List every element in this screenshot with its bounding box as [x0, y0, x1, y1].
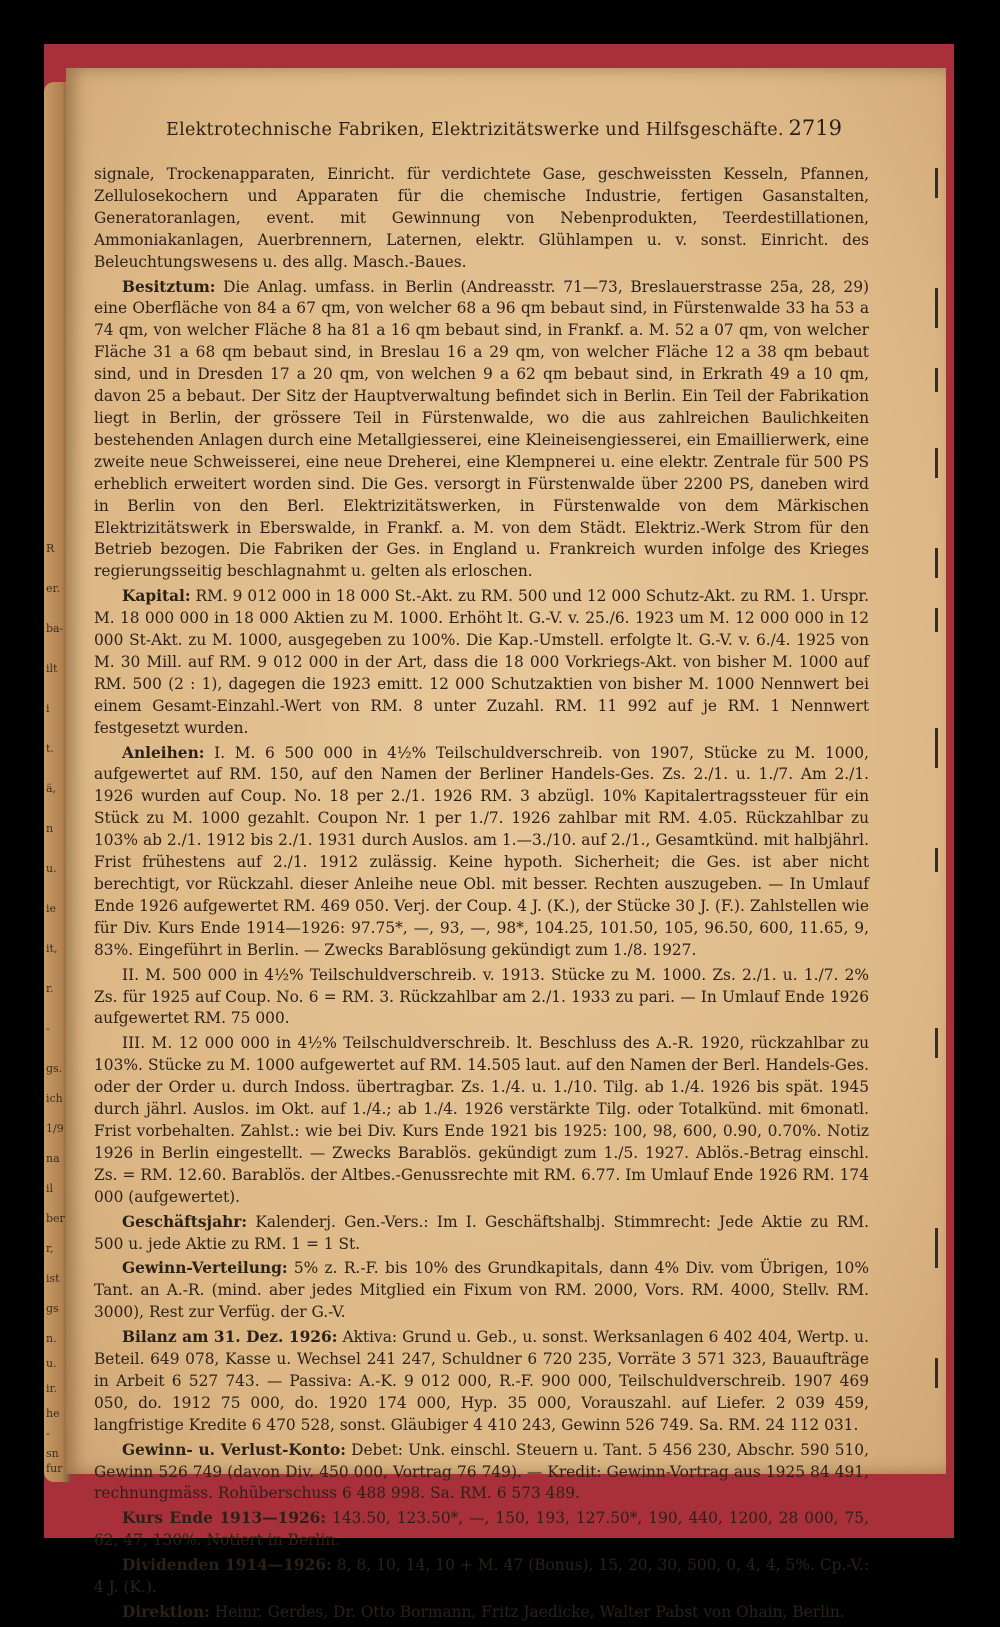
margin-fragment: gs: [46, 1302, 59, 1315]
section-label: Direktion:: [122, 1603, 210, 1621]
paragraph-direktion: Direktion: Heinr. Gerdes, Dr. Otto Bormann, Fritz Jaedicke, Walter Pabst von Ohain, Berlin.: [122, 1603, 845, 1621]
margin-fragment: ba-: [46, 622, 64, 635]
paragraph-anleihen: Anleihen: I. M. 6 500 000 in 4½% Teilschuldverschreib. von 1907, Stücke zu M. 1000, aufgewertet auf RM. 150, auf den Namen der Berliner Handels-Ges. Zs. 2./1. u. 1./7. Am 2./1. 1926 wurden auf Coup. No. 18 per 2./1. 1926 RM. 3 abzügl. 10% Kapitalertragssteuer für ein Stück zu M. 1000 gezahlt. Coupon Nr. 1 per 1./7. 1926 zahlbar mit RM. 4.05. Rückzahlbar zu 103% ab 2./1. 1912 bis 2./1. 1931 durch Auslos. am 1.—3./10. auf 2./1., Gesamtkünd. mit halbjährl. Frist frühestens auf 2./1. 1912 zulässig. Keine hypoth. Sicherheit; die Ges. ist aber nicht berechtigt, vor Rückzahl. dieser Anleihe neue Obl. mit besser. Rechten auszugeben. — In Umlauf Ende 1926 aufgewertet RM. 469 050. Verj. der Coup. 4 J. (K.), der Stücke 30 J. (F.). Zahlstellen wie für Div. Kurs Ende 1914—1926: 97.75*, —, 93, —, 98*, 104.25, 101.50, 105, 96.50, 600, 11.65, 9, 83%. Eingeführt in Berlin. — Zwecks Barablösung gekündigt zum 1./8. 1927.: [94, 743, 869, 959]
margin-mark: [935, 608, 938, 632]
margin-fragment: il: [46, 1182, 54, 1195]
paragraph-dividenden: Dividenden 1914—1926: 8, 8, 10, 14, 10 + M. 47 (Bonus), 15, 20, 30, 500, 0, 4, 4, 5%. Cp.-V.: 4 J. (K.).: [94, 1556, 870, 1597]
paragraph-kurs: Kurs Ende 1913—1926: 143.50, 123.50*, —, 150, 193, 127.50*, 190, 440, 1200, 28 000, 75, 62, 47, 130%. Notiert in Berlin.: [94, 1509, 869, 1550]
section-label: Geschäftsjahr:: [122, 1212, 248, 1231]
paragraph-besitztum: Besitztum: Die Anlag. umfass. in Berlin (Andreasstr. 71—73, Breslauerstrasse 25a, 28, 29) eine Oberfläche von 84 a 67 qm, von welcher 68 a 96 qm bebaut sind, in Fürstenwalde 33 ha 53 a 74 qm, von welcher Fläche 8 ha 81 a 16 qm bebaut sind, in Frankf. a. M. 52 a 07 qm, von welcher Fläche 31 a 68 qm bebaut sind, in Breslau 16 a 29 qm, von welcher Fläche 12 a 38 qm bebaut sind, und in Dresden 17 a 20 qm, von welchen 9 a 62 qm bebaut sind, in Erkrath 49 a 10 qm, davon 25 a bebaut. Der Sitz der Hauptverwaltung befindet sich in Berlin. Ein Teil der Fabrikation liegt in Berlin, der grössere Teil in Fürstenwalde, wo die aus zahlreichen Baulichkeiten bestehenden Anlagen durch eine Metallgiesserei, eine Kleineisengiesserei, ein Emaillierwerk, eine zweite neue Schweisserei, eine neue Dreherei, eine Klempnerei u. eine elektr. Zentrale für 500 PS erheblich erweitert worden sind. Die Ges. versorgt in Fürstenwalde über 2200 PS, daneben wird in Berlin von den Berl. Elektrizitätswerken, in Fürstenwalde von dem Märkischen Elektrizitätswerk in Eberswalde, in Frankf. a. M. von dem Städt. Elektriz.-Werk Strom für den Betrieb bezogen. Die Fabriken der Ges. in England u. Frankreich wurden infolge des Krieges regierungsseitig beschlagnahmt u. gelten als erloschen.: [94, 277, 869, 581]
margin-fragment: i: [46, 702, 50, 715]
margin-fragment: -: [46, 1427, 50, 1440]
paragraph-geschaeftsjahr: Geschäftsjahr: Kalenderj. Gen.-Vers.: Im I. Geschäftshalbj. Stimmrecht: Jede Aktie zu RM. 500 u. jede Aktie zu RM. 1 = 1 St.: [94, 1212, 869, 1253]
margin-fragment: r.: [46, 982, 54, 995]
section-label: Bilanz am 31. Dez. 1926:: [122, 1328, 338, 1347]
paragraph-anleihe-iii: III. M. 12 000 000 in 4½% Teilschuldverschreib. lt. Beschluss des A.-R. 1920, rückzahlbar zu 103%. Stücke zu M. 1000 aufgewertet auf RM. 14.505 laut. auf den Namen der Berl. Handels-Ges. oder der Order u. durch Indoss. übertragbar. Zs. 1./4. u. 1./10. Tilg. ab 1./4. 1926 bis spät. 1945 durch jährl. Auslos. im Okt. auf 1./4.; ab 1./4. 1926 verstärkte Tilg. oder Totalkünd. mit 6monatl. Frist vorbehalten. Zahlst.: wie bei Div. Kurs Ende 1921 bis 1925: 100, 98, 600, 0.90, 0.70%. Notiz 1926 in Berlin eingestellt. — Zwecks Barablös. gekündigt zum 1./5. 1927. Ablös.-Betrag einschl. Zs. = RM. 12.60. Barablös. der Altbes.-Genussrechte mit RM. 6.77. Im Umlauf Ende 1926 RM. 174 000 (aufgewertet).: [94, 1034, 869, 1206]
margin-fragment: fur: [46, 1462, 63, 1475]
margin-fragment: u.: [46, 1357, 57, 1370]
section-label: Anleihen:: [122, 743, 205, 762]
margin-mark: [935, 448, 938, 478]
margin-fragment: ie: [46, 902, 57, 915]
paragraph-gewinn-verlust: Gewinn- u. Verlust-Konto: Debet: Unk. einschl. Steuern u. Tant. 5 456 230, Abschr. 590 510, Gewinn 526 749 (davon Div. 450 000, Vortrag 76 749). — Kredit: Gewinn-Vortrag aus 1925 84 491, rechnungmäss. Rohüberschuss 6 488 998. Sa. RM. 6 573 489.: [94, 1440, 869, 1503]
margin-fragment: n.: [46, 1332, 57, 1345]
margin-mark: [935, 168, 938, 198]
margin-mark: [935, 728, 938, 768]
margin-mark: [935, 368, 938, 392]
section-label: Gewinn- u. Verlust-Konto:: [122, 1440, 346, 1459]
margin-fragment: r,: [46, 1242, 54, 1255]
margin-fragment: na: [46, 1152, 60, 1165]
section-label: Kurs Ende 1913—1926:: [122, 1509, 327, 1528]
margin-fragment: ich: [46, 1092, 63, 1105]
page-number: 2719: [788, 116, 842, 140]
margin-mark: [935, 548, 938, 578]
margin-fragment: ir.: [46, 1382, 58, 1395]
margin-fragment: ilt: [46, 662, 58, 675]
margin-fragment: he: [46, 1407, 60, 1420]
book-page: [66, 68, 946, 1621]
margin-fragment: gs.: [46, 1062, 63, 1075]
paragraph-products: signale, Trockenapparaten, Einricht. für verdichtete Gase, geschweissten Kesseln, Pfannen, Zellulosekochern und Apparaten für die chemische Industrie, fertigen Gasanstalten, Generatoranlagen, event. mit Gewinnung von Nebenprodukten, Teerdestillationen, Ammoniakanlagen, Auerbrennern, Laternen, elektr. Glühlampen u. v. sonst. Einricht. des Beleuchtungswesens u. des allg. Masch.-Baues.: [94, 165, 869, 271]
margin-mark: [935, 1358, 938, 1388]
margin-fragment: it,: [46, 942, 58, 955]
margin-mark: [935, 1028, 938, 1058]
section-label: Kapital:: [122, 587, 191, 606]
page-body: [94, 164, 869, 1627]
margin-fragment: ber: [46, 1212, 65, 1225]
paragraph-bilanz: Bilanz am 31. Dez. 1926: Aktiva: Grund u. Geb., u. sonst. Werksanlagen 6 402 404, Wertp. u. Beteil. 649 078, Kasse u. Wechsel 241 247, Schuldner 6 720 235, Vorräte 3 571 323, Bauaufträge in Arbeit 6 527 743. — Passiva: A.-K. 9 012 000, R.-F. 900 000, Teilschuldverschreib. 1907 469 050, do. 1912 75 000, do. 1920 174 000, Hyp. 35 000, Vorauszahl. auf Liefer. 2 039 459, langfristige Kredite 6 470 528, sonst. Gläubiger 4 410 243, Gewinn 526 749. Sa. RM. 24 112 031.: [94, 1328, 869, 1434]
section-label: Dividenden 1914—1926:: [122, 1556, 332, 1575]
margin-fragment: -: [46, 1022, 50, 1035]
margin-fragment: n: [46, 822, 54, 835]
margin-fragment: u.: [46, 862, 57, 875]
paragraph-kapital: Kapital: RM. 9 012 000 in 18 000 St.-Akt. zu RM. 500 und 12 000 Schutz-Akt. zu RM. 1. Urspr. M. 18 000 000 in 18 000 Aktien zu M. 1000. Erhöht lt. G.-V. v. 25./6. 1923 um M. 12 000 000 in 12 000 St-Akt. zu M. 1000, ausgegeben zu 100%. Die Kap.-Umstell. erfolgte lt. G.-V. v. 6./4. 1925 von M. 30 Mill. auf RM. 9 012 000 in der Art, dass die 18 000 Vorkriegs-Akt. von bisher M. 1000 auf RM. 500 (2 : 1), dagegen die 1923 emitt. 12 000 Schutzaktien von bisher M. 1000 Nennwert bei einem Gesamt-Einzahl.-Wert von RM. 8 unter Zuzahl. RM. 11 992 auf je RM. 1 Nennwert festgesetzt wurden.: [94, 587, 869, 737]
margin-fragment: 1/9: [46, 1122, 64, 1135]
page-header: [166, 116, 906, 150]
section-label: Besitztum:: [122, 277, 216, 296]
section-label: Gewinn-Verteilung:: [122, 1259, 288, 1278]
margin-mark: [935, 288, 938, 328]
margin-fragment: ist: [46, 1272, 60, 1285]
margin-fragment: ä,: [46, 782, 57, 795]
margin-fragment: t.: [46, 742, 54, 755]
paragraph-gewinn-verteilung: Gewinn-Verteilung: 5% z. R.-F. bis 10% des Grundkapitals, dann 4% Div. vom Übrigen, 10% Tant. an A.-R. (mind. aber jedes Mitglied ein Fixum von RM. 2000, Vors. RM. 4000, Stellv. RM. 3000), Rest zur Verfüg. der G.-V.: [94, 1259, 869, 1322]
paragraph-anleihe-ii: II. M. 500 000 in 4½% Teilschuldverschreib. v. 1913. Stücke zu M. 1000. Zs. 2./1. u. 1./7. 2% Zs. für 1925 auf Coup. No. 6 = RM. 3. Rückzahlbar am 2./1. 1933 zu pari. — In Umlauf Ende 1926 aufgewertet RM. 75 000.: [94, 965, 869, 1028]
margin-fragment: er.: [46, 582, 61, 595]
margin-mark: [935, 848, 938, 872]
margin-mark: [935, 1228, 938, 1268]
margin-fragment: R: [46, 542, 55, 555]
running-title: Elektrotechnische Fabriken, Elektrizitätswerke und Hilfsgeschäfte.: [166, 120, 784, 140]
margin-fragment: sn: [46, 1447, 59, 1460]
